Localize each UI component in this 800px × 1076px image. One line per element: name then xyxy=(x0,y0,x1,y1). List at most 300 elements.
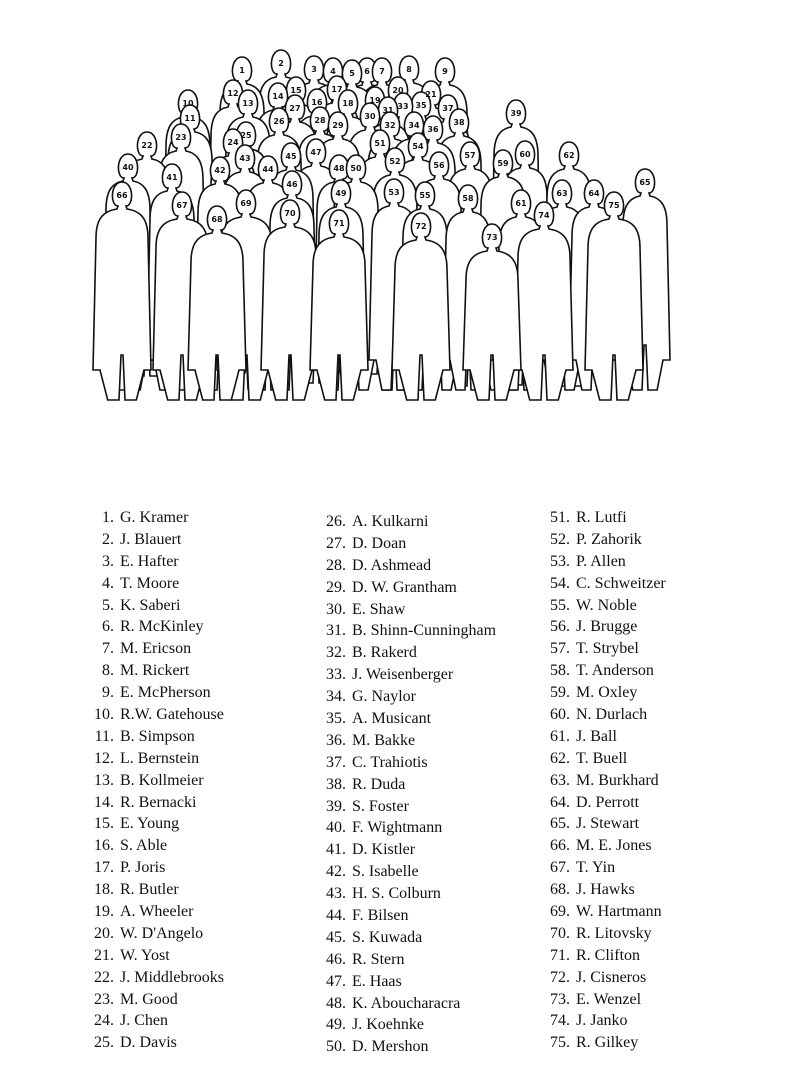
entry-name: J. Brugge xyxy=(576,618,638,636)
person-number-label: 36 xyxy=(427,125,439,134)
person-number-label: 22 xyxy=(141,141,153,150)
entry-number: 37. xyxy=(326,753,346,771)
entry-name: M. Good xyxy=(120,990,178,1008)
entry-name: E. Hafter xyxy=(120,552,179,570)
entry-name: T. Anderson xyxy=(576,662,654,680)
name-key-entry xyxy=(540,616,666,638)
person-number-label: 47 xyxy=(310,148,322,157)
name-key-entry xyxy=(84,660,224,682)
person-number-label: 31 xyxy=(382,106,394,115)
name-key-entry xyxy=(84,638,224,660)
entry-number: 13. xyxy=(94,771,114,789)
name-key-entry xyxy=(84,989,224,1011)
person-number-label: 19 xyxy=(369,96,381,105)
name-key-entry xyxy=(84,967,224,989)
entry-number: 21. xyxy=(94,946,114,964)
entry-number: 58. xyxy=(550,662,570,680)
entry-name: T. Yin xyxy=(576,859,616,877)
entry-number: 4. xyxy=(102,574,114,592)
person-number-label: 51 xyxy=(374,139,386,148)
name-key-entry xyxy=(316,861,496,883)
entry-name: A. Musicant xyxy=(352,710,432,728)
entry-number: 75. xyxy=(550,1034,570,1052)
entry-name: R. Butler xyxy=(120,881,179,899)
entry-number: 33. xyxy=(326,666,346,684)
name-key-entry xyxy=(316,993,496,1015)
entry-name: J. Weisenberger xyxy=(352,666,454,684)
entry-number: 32. xyxy=(326,644,346,662)
person-number-label: 64 xyxy=(588,189,600,198)
entry-name: M. Burkhard xyxy=(576,771,659,789)
entry-number: 41. xyxy=(326,841,346,859)
person-number-label: 17 xyxy=(331,85,343,94)
name-key-entry xyxy=(316,555,496,577)
name-key-entry xyxy=(316,774,496,796)
entry-name: W. D'Angelo xyxy=(120,924,204,942)
person-number-label: 9 xyxy=(442,67,448,76)
entry-number: 62. xyxy=(550,749,570,767)
entry-name: R. Duda xyxy=(352,775,406,793)
entry-name: R.W. Gatehouse xyxy=(120,706,224,724)
person-number-label: 14 xyxy=(272,92,284,101)
person-number-label: 73 xyxy=(486,233,498,242)
entry-number: 17. xyxy=(94,859,114,877)
entry-number: 53. xyxy=(550,552,570,570)
person-number-label: 63 xyxy=(556,189,568,198)
name-key-entry xyxy=(84,1032,224,1054)
entry-number: 22. xyxy=(94,968,114,986)
person-number-label: 1 xyxy=(239,66,245,75)
name-key-column-2 xyxy=(316,511,496,1058)
person-number-label: 35 xyxy=(415,101,427,110)
person-number-label: 72 xyxy=(415,222,427,231)
name-key-entry xyxy=(316,686,496,708)
entry-number: 25. xyxy=(94,1034,114,1052)
name-key-entry xyxy=(316,1014,496,1036)
entry-number: 11. xyxy=(94,727,114,745)
entry-name: R. Stern xyxy=(352,950,405,968)
entry-number: 10. xyxy=(94,706,114,724)
person-number-label: 26 xyxy=(273,117,285,126)
entry-number: 40. xyxy=(326,819,346,837)
name-key-entry xyxy=(84,704,224,726)
person-number-label: 75 xyxy=(608,201,620,210)
name-key-entry xyxy=(540,595,666,617)
name-key-entry xyxy=(84,945,224,967)
entry-number: 24. xyxy=(94,1012,114,1030)
entry-name: D. Mershon xyxy=(352,1038,429,1056)
entry-number: 48. xyxy=(326,994,346,1012)
person-number-label: 13 xyxy=(242,99,254,108)
entry-name: M. Rickert xyxy=(120,662,190,680)
entry-number: 7. xyxy=(102,640,114,658)
person-number-label: 46 xyxy=(286,180,298,189)
entry-number: 8. xyxy=(102,662,114,680)
entry-name: B. Shinn-Cunningham xyxy=(352,622,497,640)
person-number-label: 2 xyxy=(278,59,284,68)
person-number-label: 25 xyxy=(240,131,252,140)
entry-number: 42. xyxy=(326,863,346,881)
entry-name: E. Haas xyxy=(352,972,402,990)
entry-name: A. Kulkarni xyxy=(352,513,429,530)
person-number-label: 24 xyxy=(227,138,239,147)
name-key-entry xyxy=(540,748,666,770)
name-key-entry xyxy=(540,529,666,551)
name-key-entry xyxy=(84,507,224,529)
person-number-label: 21 xyxy=(425,90,437,99)
person-number-label: 16 xyxy=(311,98,323,107)
person-number-label: 37 xyxy=(442,104,454,113)
entry-name: C. Schweitzer xyxy=(576,574,666,592)
entry-number: 51. xyxy=(550,509,570,526)
name-key-entry xyxy=(540,573,666,595)
name-key-entry xyxy=(540,879,666,901)
entry-name: R. Litovsky xyxy=(576,924,652,942)
person-number-label: 43 xyxy=(239,154,251,163)
entry-number: 73. xyxy=(550,990,570,1008)
person-number-label: 59 xyxy=(497,159,509,168)
entry-number: 46. xyxy=(326,950,346,968)
person-number-label: 41 xyxy=(166,173,178,182)
name-key-entry xyxy=(316,577,496,599)
name-key-entry xyxy=(540,770,666,792)
name-key-entry xyxy=(316,708,496,730)
name-key-entry xyxy=(84,616,224,638)
name-key-entry xyxy=(316,1036,496,1058)
entry-number: 18. xyxy=(94,881,114,899)
name-key-entry xyxy=(84,835,224,857)
person-number-label: 49 xyxy=(335,189,347,198)
person-number-label: 12 xyxy=(227,89,239,98)
entry-number: 59. xyxy=(550,684,570,702)
entry-number: 54. xyxy=(550,574,570,592)
name-key-entry xyxy=(84,1010,224,1032)
person-number-label: 62 xyxy=(563,151,575,160)
entry-name: J. Koehnke xyxy=(352,1016,424,1034)
name-key-entry xyxy=(316,533,496,555)
entry-number: 50. xyxy=(326,1038,346,1056)
person-number-label: 4 xyxy=(330,67,336,76)
entry-name: S. Isabelle xyxy=(352,863,419,881)
person-number-label: 67 xyxy=(176,201,188,210)
person-number-label: 50 xyxy=(350,164,362,173)
name-key-entry xyxy=(316,511,496,533)
person-number-label: 69 xyxy=(240,199,252,208)
person-number-label: 27 xyxy=(289,104,301,113)
person-number-label: 23 xyxy=(175,133,187,142)
entry-number: 31. xyxy=(326,622,346,640)
entry-number: 14. xyxy=(94,793,114,811)
entry-name: H. S. Colburn xyxy=(352,885,441,903)
entry-number: 29. xyxy=(326,578,346,596)
entry-name: J. Cisneros xyxy=(576,968,647,986)
person-number-label: 55 xyxy=(419,191,431,200)
person-number-label: 5 xyxy=(349,69,355,78)
entry-number: 52. xyxy=(550,530,570,548)
entry-number: 28. xyxy=(326,556,346,574)
entry-name: R. Bernacki xyxy=(120,793,197,811)
entry-number: 12. xyxy=(94,749,114,767)
person-number-label: 15 xyxy=(290,86,302,95)
entry-name: D. Kistler xyxy=(352,841,416,859)
person-number-label: 20 xyxy=(392,86,404,95)
entry-number: 49. xyxy=(326,1016,346,1034)
name-key-entry xyxy=(84,857,224,879)
person-number-label: 57 xyxy=(464,151,476,160)
entry-name: D. Ashmead xyxy=(352,556,432,574)
entry-number: 3. xyxy=(102,552,114,570)
name-key-entry xyxy=(540,945,666,967)
entry-name: D. W. Grantham xyxy=(352,578,457,596)
name-key-entry xyxy=(540,682,666,704)
name-key-entry xyxy=(84,595,224,617)
entry-name: M. Ericson xyxy=(120,640,192,658)
person-number-label: 66 xyxy=(116,191,128,200)
entry-name: P. Allen xyxy=(576,552,626,570)
entry-number: 38. xyxy=(326,775,346,793)
entry-name: F. Bilsen xyxy=(352,907,409,925)
entry-number: 69. xyxy=(550,903,570,921)
name-key-entry xyxy=(540,507,666,529)
name-key-entry xyxy=(84,551,224,573)
entry-number: 55. xyxy=(550,596,570,614)
name-key-entry xyxy=(316,971,496,993)
entry-name: J. Ball xyxy=(576,727,617,745)
name-key-entry xyxy=(540,857,666,879)
entry-number: 45. xyxy=(326,928,346,946)
name-key-entry xyxy=(540,989,666,1011)
entry-number: 66. xyxy=(550,837,570,855)
entry-number: 43. xyxy=(326,885,346,903)
person-number-label: 7 xyxy=(379,67,385,76)
name-key-entry xyxy=(84,792,224,814)
entry-number: 47. xyxy=(326,972,346,990)
entry-name: J. Hawks xyxy=(576,881,635,899)
entry-number: 9. xyxy=(102,684,114,702)
entry-name: R. Lutfi xyxy=(576,509,627,526)
person-number-label: 74 xyxy=(538,211,550,220)
entry-number: 1. xyxy=(102,509,114,526)
entry-name: L. Bernstein xyxy=(120,749,200,767)
name-key-entry xyxy=(84,726,224,748)
person-number-label: 34 xyxy=(408,121,420,130)
entry-name: J. Blauert xyxy=(120,530,182,548)
entry-number: 23. xyxy=(94,990,114,1008)
entry-number: 57. xyxy=(550,640,570,658)
entry-name: T. Strybel xyxy=(576,640,639,658)
person-number-label: 29 xyxy=(332,121,344,130)
entry-name: E. Young xyxy=(120,815,180,833)
entry-name: D. Perrott xyxy=(576,793,640,811)
name-key-entry xyxy=(84,682,224,704)
name-key-entry xyxy=(540,704,666,726)
entry-number: 5. xyxy=(102,596,114,614)
person-number-label: 71 xyxy=(333,219,345,228)
entry-number: 36. xyxy=(326,731,346,749)
name-key-entry xyxy=(316,664,496,686)
person-number-label: 6 xyxy=(364,67,370,76)
entry-number: 71. xyxy=(550,946,570,964)
entry-number: 6. xyxy=(102,618,114,636)
entry-number: 74. xyxy=(550,1012,570,1030)
name-key-entry xyxy=(540,638,666,660)
name-key-entry xyxy=(540,1010,666,1032)
person-number-label: 48 xyxy=(333,164,345,173)
entry-name: S. Foster xyxy=(352,797,409,815)
person-number-label: 65 xyxy=(639,178,651,187)
name-key-entry xyxy=(316,599,496,621)
name-key-entry xyxy=(316,927,496,949)
entry-name: B. Simpson xyxy=(120,727,195,745)
entry-name: P. Zahorik xyxy=(576,530,642,548)
entry-name: M. Oxley xyxy=(576,684,638,702)
entry-number: 56. xyxy=(550,618,570,636)
name-key-entry xyxy=(540,901,666,923)
entry-name: S. Able xyxy=(120,837,168,855)
entry-number: 44. xyxy=(326,907,346,925)
entry-name: R. McKinley xyxy=(120,618,204,636)
person-number-label: 32 xyxy=(384,121,396,130)
entry-number: 20. xyxy=(94,924,114,942)
person-number-label: 52 xyxy=(389,157,401,166)
entry-number: 70. xyxy=(550,924,570,942)
entry-name: K. Aboucharacra xyxy=(352,994,461,1012)
entry-number: 27. xyxy=(326,534,346,552)
entry-number: 30. xyxy=(326,600,346,618)
entry-name: P. Joris xyxy=(120,859,166,877)
entry-number: 63. xyxy=(550,771,570,789)
entry-number: 64. xyxy=(550,793,570,811)
entry-name: N. Durlach xyxy=(576,706,648,724)
person-number-label: 10 xyxy=(182,99,194,108)
entry-name: E. Wenzel xyxy=(576,990,642,1008)
name-key-entry xyxy=(84,770,224,792)
entry-name: J. Chen xyxy=(120,1012,168,1030)
entry-name: M. E. Jones xyxy=(576,837,652,855)
entry-name: G. Naylor xyxy=(352,688,416,706)
person-number-label: 40 xyxy=(122,163,134,172)
group-photo-key xyxy=(0,0,800,470)
person-number-label: 33 xyxy=(397,102,409,111)
person-number-label: 11 xyxy=(184,114,196,123)
name-key-entry xyxy=(540,967,666,989)
entry-name: R. Clifton xyxy=(576,946,641,964)
person-number-label: 28 xyxy=(314,116,326,125)
entry-number: 67. xyxy=(550,859,570,877)
name-key-entry xyxy=(84,573,224,595)
name-key-entry xyxy=(84,748,224,770)
person-number-label: 53 xyxy=(388,188,400,197)
entry-name: D. Doan xyxy=(352,534,407,552)
name-key-entry xyxy=(540,660,666,682)
name-key-column-1 xyxy=(84,507,224,1054)
entry-name: W. Noble xyxy=(576,596,637,614)
name-key-entry xyxy=(540,1032,666,1054)
entry-name: E. McPherson xyxy=(120,684,211,702)
name-key-entry xyxy=(316,817,496,839)
person-number-label: 60 xyxy=(519,150,531,159)
person-number-label: 45 xyxy=(285,152,297,161)
entry-name: J. Stewart xyxy=(576,815,640,833)
entry-name: J. Janko xyxy=(576,1012,628,1030)
name-key-column-3 xyxy=(540,507,666,1054)
person-number-label: 68 xyxy=(211,215,223,224)
entry-name: W. Hartmann xyxy=(576,903,662,921)
name-key-entry xyxy=(540,813,666,835)
entry-number: 65. xyxy=(550,815,570,833)
entry-number: 19. xyxy=(94,903,114,921)
entry-name: T. Buell xyxy=(576,749,628,767)
name-key-entry xyxy=(84,879,224,901)
entry-number: 39. xyxy=(326,797,346,815)
entry-name: F. Wightmann xyxy=(352,819,443,837)
name-key-entry xyxy=(84,813,224,835)
entry-number: 68. xyxy=(550,881,570,899)
entry-number: 2. xyxy=(102,530,114,548)
entry-name: G. Kramer xyxy=(120,509,189,526)
person-number-label: 56 xyxy=(433,161,445,170)
person-number-label: 39 xyxy=(510,109,522,118)
name-key-entry xyxy=(316,883,496,905)
entry-name: E. Shaw xyxy=(352,600,406,618)
entry-name: R. Gilkey xyxy=(576,1034,639,1052)
entry-number: 34. xyxy=(326,688,346,706)
person-number-label: 54 xyxy=(412,142,424,151)
person-number-label: 8 xyxy=(406,65,412,74)
entry-name: M. Bakke xyxy=(352,731,416,749)
name-key-entry xyxy=(540,923,666,945)
person-number-label: 44 xyxy=(262,165,274,174)
name-key-entry xyxy=(316,839,496,861)
entry-name: A. Wheeler xyxy=(120,903,194,921)
name-key-entry xyxy=(540,792,666,814)
entry-number: 16. xyxy=(94,837,114,855)
entry-number: 60. xyxy=(550,706,570,724)
person-number-label: 58 xyxy=(462,194,474,203)
entry-name: J. Middlebrooks xyxy=(120,968,224,986)
name-key-entry xyxy=(84,923,224,945)
name-key-entry xyxy=(540,726,666,748)
entry-number: 61. xyxy=(550,727,570,745)
person-number-label: 70 xyxy=(284,209,296,218)
entry-name: T. Moore xyxy=(120,574,180,592)
person-number-label: 38 xyxy=(453,118,465,127)
entry-name: D. Davis xyxy=(120,1034,177,1052)
name-key-entry xyxy=(316,642,496,664)
entry-number: 35. xyxy=(326,710,346,728)
entry-name: S. Kuwada xyxy=(352,928,423,946)
person-number-label: 3 xyxy=(311,65,317,74)
name-key-entry xyxy=(316,796,496,818)
person-number-label: 61 xyxy=(515,199,527,208)
name-key-entry xyxy=(316,905,496,927)
person-number-label: 42 xyxy=(214,166,226,175)
entry-name: C. Trahiotis xyxy=(352,753,428,771)
name-key-entry xyxy=(84,529,224,551)
entry-name: B. Kollmeier xyxy=(120,771,204,789)
name-key-entry xyxy=(316,620,496,642)
person-number-label: 18 xyxy=(342,99,354,108)
person-number-label: 30 xyxy=(364,112,376,121)
entry-number: 15. xyxy=(94,815,114,833)
name-key-entry xyxy=(316,949,496,971)
entry-name: W. Yost xyxy=(120,946,170,964)
entry-name: B. Rakerd xyxy=(352,644,417,662)
name-key-entry xyxy=(316,730,496,752)
name-key-entry xyxy=(540,835,666,857)
entry-number: 26. xyxy=(326,513,346,530)
name-key-entry xyxy=(316,752,496,774)
